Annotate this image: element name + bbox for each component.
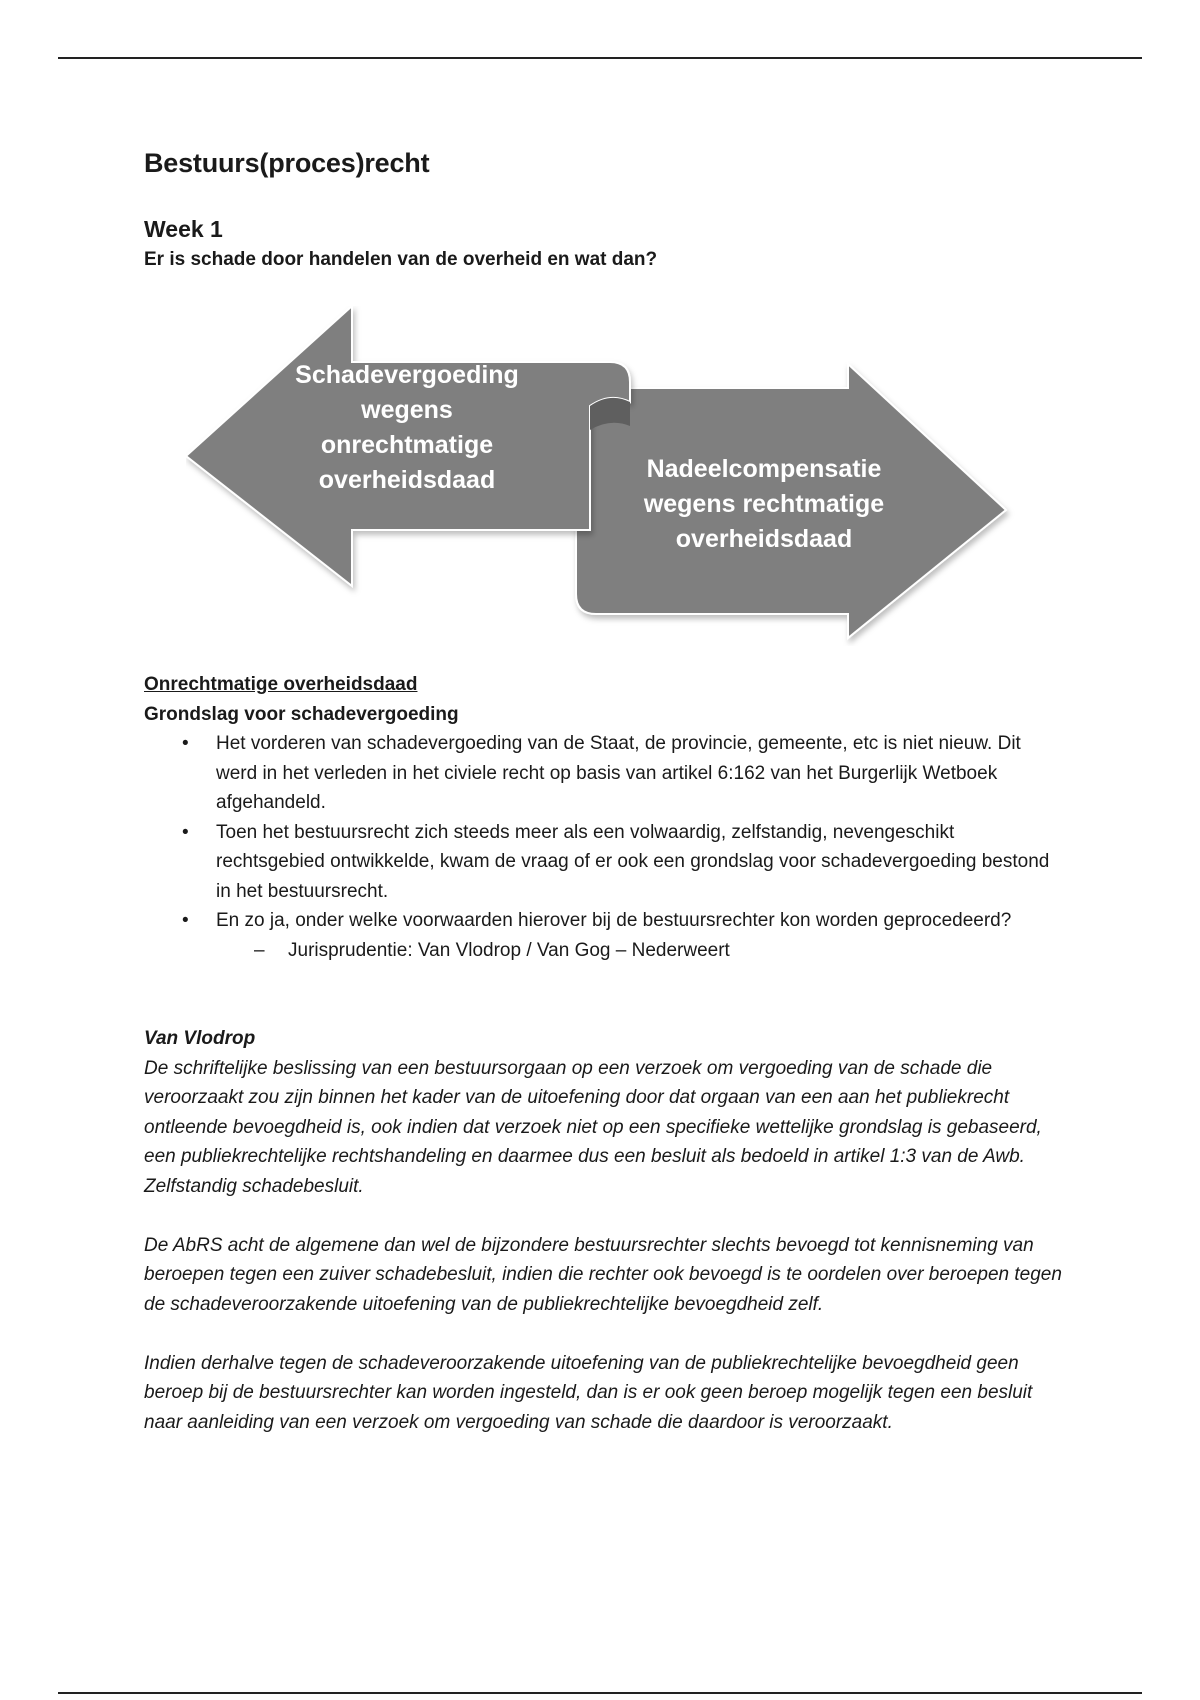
onrechtmatige-section — [144, 670, 1064, 965]
list-item: • En zo ja, onder welke voorwaarden hierover bij de bestuursrechter kon worden geprocedeerd? — [144, 906, 1064, 936]
damage-compensation-diagram — [186, 306, 1016, 646]
right-arrow-line: Nadeelcompensatie — [646, 455, 882, 483]
document-title: Bestuurs(proces)recht — [144, 148, 430, 178]
week-heading: Week 1 — [144, 216, 223, 242]
document-header — [144, 140, 1064, 271]
left-arrow-line: overheidsdaad — [318, 466, 496, 494]
header-rule — [58, 57, 1142, 59]
list-item: • Het vorderen van schadevergoeding van de Staat, de provincie, gemeente, etc is niet nieuw. Dit werd in het verleden in het civiele recht op basis van artikel 6:162 van het Burgerlijk Wetboek afgehandeld. — [144, 729, 1064, 818]
case-title: Van Vlodrop — [144, 1028, 256, 1049]
right-arrow-label — [594, 452, 934, 557]
week-question: Er is schade door handelen van de overheid en wat dan? — [144, 249, 658, 270]
sub-list-item: – Jurisprudentie: Van Vlodrop / Van Gog – Nederweert — [144, 936, 1064, 966]
case-paragraph: Indien derhalve tegen de schadeveroorzakende uitoefening van de publiekrechtelijke bevoegdheid geen beroep bij de bestuursrechter kan worden ingesteld, dan is er ook geen beroep mogelijk tegen een besluit naar aanleiding van een verzoek om vergoeding van schade die daardoor is veroorzaakt. — [144, 1352, 1033, 1433]
left-arrow-label — [242, 358, 572, 498]
section-heading: Onrechtmatige overheidsdaad — [144, 674, 418, 695]
left-arrow-line: Schadevergoeding — [295, 361, 519, 389]
right-arrow-line: overheidsdaad — [675, 525, 853, 553]
van-vlodrop-section — [144, 1024, 1064, 1467]
left-arrow-line: wegens — [361, 396, 453, 424]
case-text — [144, 1054, 1064, 1438]
bullet-list — [144, 729, 1064, 936]
sub-bullet-list — [144, 936, 1064, 966]
left-arrow-line: onrechtmatige — [320, 431, 494, 459]
case-paragraph: De schriftelijke beslissing van een bestuursorgaan op een verzoek om vergoeding van de schade die veroorzaakt zou zijn binnen het kader van de uitoefening door dat orgaan van een aan het publiekrecht ontleende bevoegdheid is, ook indien dat verzoek niet op een specifieke wettelijke grondslag is gebaseerd, een publiekrechtelijke rechtshandeling en daarmee dus een besluit als bedoeld in artikel 1:3 van de Awb. Zelfstandig schadebesluit. — [144, 1057, 1042, 1197]
right-arrow-line: wegens rechtmatige — [643, 490, 885, 518]
case-paragraph: De AbRS acht de algemene dan wel de bijzondere bestuursrechter slechts bevoegd tot kennisneming van beroepen tegen een zuiver schadebesluit, indien die rechter ook bevoegd is te oordelen over beroepen tegen de schadeveroorzakende uitoefening van de publiekrechtelijke bevoegdheid zelf. — [144, 1234, 1062, 1315]
section-subheading: Grondslag voor schadevergoeding — [144, 703, 459, 725]
footer-rule — [58, 1692, 1142, 1694]
list-item: • Toen het bestuursrecht zich steeds meer als een volwaardig, zelfstandig, nevengeschikt rechtsgebied ontwikkelde, kwam de vraag of er ook een grondslag voor schadevergoeding bestond in het bestuursrecht. — [144, 818, 1064, 907]
